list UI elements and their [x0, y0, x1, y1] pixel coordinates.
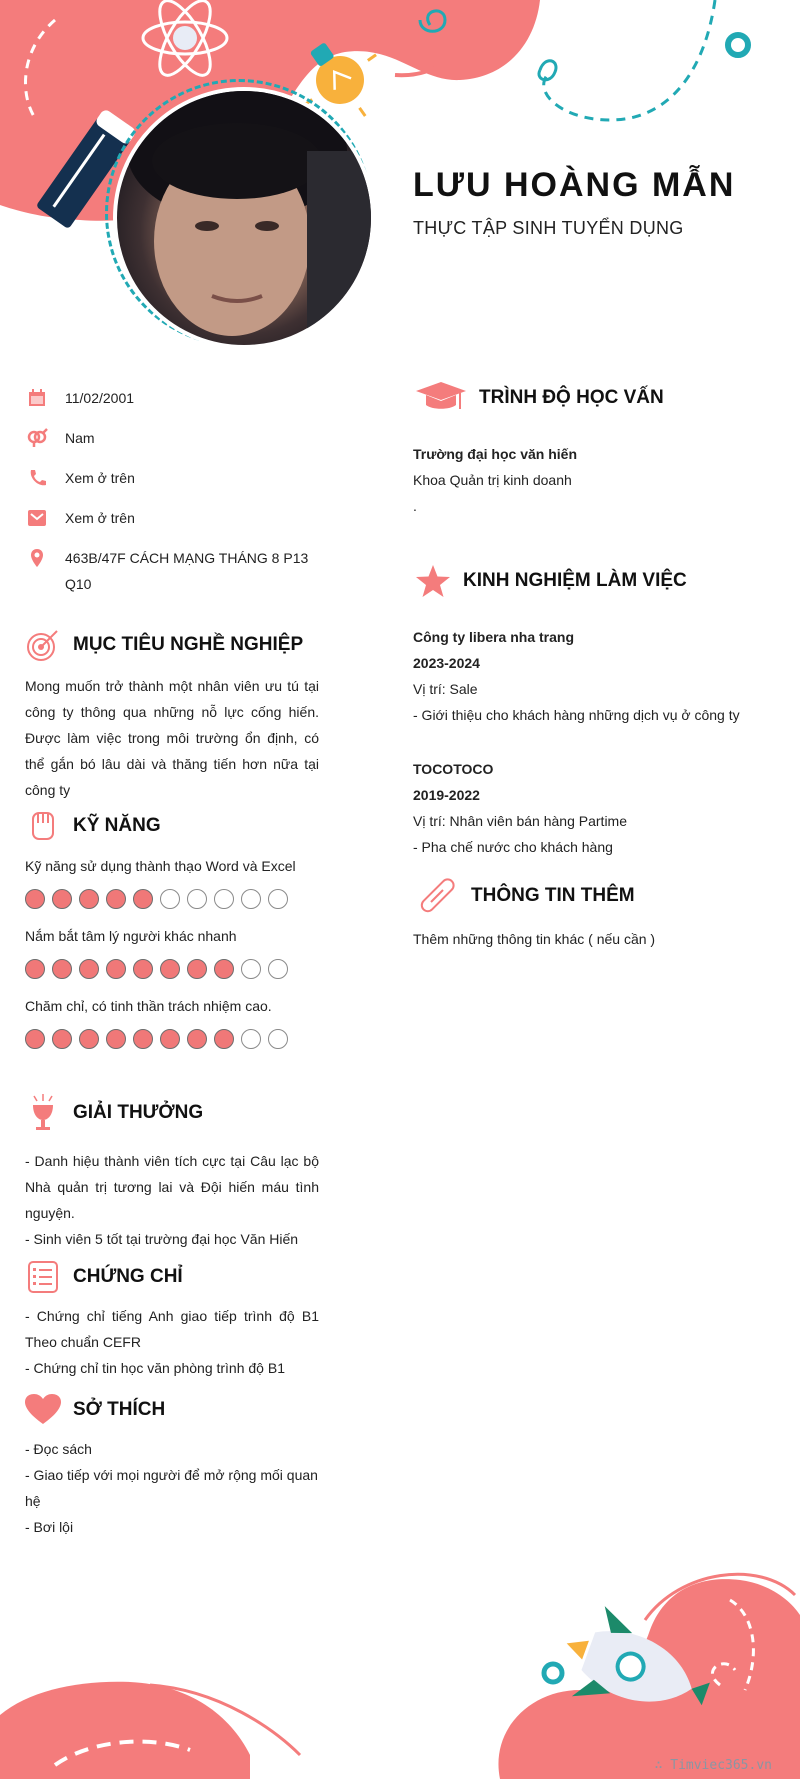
job-entry: [413, 624, 773, 728]
extra-info-text: Thêm những thông tin khác ( nếu cần ): [413, 931, 656, 947]
contact-text: 11/02/2001: [65, 390, 135, 406]
contact-item-phone: [25, 465, 325, 491]
rating-dot-empty: [241, 889, 261, 909]
hobbies-text: [25, 1436, 319, 1540]
rating-dot-empty: [187, 889, 207, 909]
rating-dot-filled: [214, 1029, 234, 1049]
section-title: GIẢI THƯỞNG: [73, 1102, 204, 1123]
skill-item: [25, 923, 325, 979]
rating-dot-filled: [187, 1029, 207, 1049]
rating-dot-filled: [160, 1029, 180, 1049]
hobby-line: - Giao tiếp với mọi người để mở rộng mối quan hệ: [25, 1467, 318, 1509]
rating-dot-empty: [268, 959, 288, 979]
rating-dot-filled: [79, 959, 99, 979]
dashed-swirl-right: [544, 0, 715, 120]
job-entry: [413, 756, 773, 860]
rating-dot-filled: [25, 889, 45, 909]
section-title: MỤC TIÊU NGHỀ NGHIỆP: [73, 634, 304, 655]
objective-header: [23, 625, 303, 665]
calendar-icon: [25, 386, 49, 410]
awards-text: [25, 1148, 319, 1252]
award-line: - Danh hiệu thành viên tích cực tại Câu lạc bộ Nhà quản trị tương lai và Đội hiến máu tình nguyện.: [25, 1153, 319, 1221]
contact-item-gender: [25, 425, 325, 451]
job-company: Công ty libera nha trang: [413, 629, 575, 645]
contact-text: Xem ở trên: [65, 510, 135, 526]
watermark: ∴ Timviec365.vn: [654, 1758, 772, 1773]
section-title: KỸ NĂNG: [73, 815, 161, 836]
skill-rating: [25, 889, 325, 909]
candidate-role: THỰC TẬP SINH TUYỂN DỤNG: [413, 218, 684, 238]
rating-dot-filled: [52, 1029, 72, 1049]
award-line: - Sinh viên 5 tốt tại trường đại học Văn Hiến: [25, 1231, 299, 1247]
rating-dot-empty: [214, 889, 234, 909]
education-text: [413, 441, 753, 519]
rating-dot-filled: [133, 959, 153, 979]
section-title: THÔNG TIN THÊM: [471, 885, 635, 906]
job-position: Vị trí: Nhân viên bán hàng Partime: [413, 813, 628, 829]
contact-item-address: [25, 545, 325, 597]
job-period: 2023-2024: [413, 655, 480, 671]
rating-dot-filled: [214, 959, 234, 979]
trophy-icon: [23, 1093, 63, 1133]
certificate-line: - Chứng chỉ tin học văn phòng trình độ B1: [25, 1360, 285, 1376]
email-icon: [25, 506, 49, 530]
experience-list: [413, 624, 773, 860]
experience-header: [413, 561, 687, 601]
rating-dot-filled: [133, 889, 153, 909]
skill-rating: [25, 1029, 325, 1049]
contact-text: 463B/47F CÁCH MẠNG THÁNG 8 P13 Q10: [65, 550, 309, 592]
avatar: [113, 87, 375, 349]
job-detail: - Giới thiệu cho khách hàng những dịch vụ ở công ty: [413, 707, 740, 723]
paperclip-icon: [413, 876, 461, 916]
school-name: Trường đại học văn hiến: [413, 446, 578, 462]
avatar-photo: [117, 91, 371, 345]
rating-dot-filled: [25, 959, 45, 979]
awards-header: [23, 1093, 203, 1133]
hobby-line: - Đọc sách: [25, 1441, 92, 1457]
location-icon: [25, 546, 49, 570]
education-note: .: [413, 498, 417, 514]
rating-dot-filled: [52, 889, 72, 909]
rating-dot-empty: [241, 1029, 261, 1049]
contact-item-birthday: [25, 385, 325, 411]
rating-dot-empty: [268, 889, 288, 909]
rating-dot-filled: [133, 1029, 153, 1049]
faculty-name: Khoa Quản trị kinh doanh: [413, 472, 572, 488]
contact-item-email: [25, 505, 325, 531]
section-title: TRÌNH ĐỘ HỌC VẤN: [479, 387, 664, 408]
gender-icon: [25, 426, 49, 450]
contact-text: Nam: [65, 430, 95, 446]
rating-dot-filled: [106, 959, 126, 979]
rating-dot-filled: [79, 889, 99, 909]
rating-dot-filled: [52, 959, 72, 979]
star-icon: [413, 561, 453, 601]
teal-loop-2: [539, 61, 556, 80]
checklist-icon: [23, 1257, 63, 1297]
graduation-cap-icon: [413, 378, 469, 418]
skill-label: Kỹ năng sử dụng thành thạo Word và Excel: [25, 858, 296, 874]
job-period: 2019-2022: [413, 787, 480, 803]
rating-dot-filled: [106, 1029, 126, 1049]
job-detail: - Pha chế nước cho khách hàng: [413, 839, 613, 855]
certificates-text: [25, 1303, 319, 1381]
certificate-line: - Chứng chỉ tiếng Anh giao tiếp trình độ B1 Theo chuẩn CEFR: [25, 1308, 319, 1350]
footer-blob-left: [0, 1682, 250, 1779]
rating-dot-filled: [25, 1029, 45, 1049]
skill-label: Chăm chỉ, có tinh thần trách nhiệm cao.: [25, 998, 272, 1014]
skill-item: [25, 853, 325, 909]
teal-ring-footer-icon: [544, 1664, 562, 1682]
skill-item: [25, 993, 325, 1049]
contact-text: Xem ở trên: [65, 470, 135, 486]
skill-label: Nắm bắt tâm lý người khác nhanh: [25, 928, 237, 944]
section-title: CHỨNG CHỈ: [73, 1266, 183, 1287]
rating-dot-filled: [79, 1029, 99, 1049]
rating-dot-empty: [241, 959, 261, 979]
rating-dot-filled: [160, 959, 180, 979]
rating-dot-empty: [268, 1029, 288, 1049]
extra-info-header: [413, 876, 635, 916]
job-position: Vị trí: Sale: [413, 681, 478, 697]
hobbies-header: [23, 1390, 165, 1430]
skills-header: [23, 806, 161, 846]
fist-icon: [23, 806, 63, 846]
education-header: [413, 378, 664, 418]
contact-list: [25, 385, 325, 611]
hobby-line: - Bơi lội: [25, 1519, 74, 1535]
section-title: SỞ THÍCH: [73, 1399, 166, 1420]
target-icon: [23, 625, 63, 665]
footer-decoration: [0, 1540, 800, 1779]
teal-ring-icon: [728, 35, 748, 55]
rating-dot-filled: [106, 889, 126, 909]
certificates-header: [23, 1257, 183, 1297]
rating-dot-filled: [187, 959, 207, 979]
job-company: TOCOTOCO: [413, 761, 494, 777]
section-title: KINH NGHIỆM LÀM VIỆC: [463, 570, 687, 591]
skill-rating: [25, 959, 325, 979]
heart-icon: [23, 1390, 63, 1430]
candidate-name: LƯU HOÀNG MẪN: [413, 166, 736, 204]
objective-text: Mong muốn trở thành một nhân viên ưu tú tại công ty thông qua những nỗ lực cống hiến. Được làm việc trong môi trường ổn định, có thể gắn bó lâu dài và thăng tiến hơn nữa tại công ty: [25, 678, 319, 798]
skills-list: [25, 853, 325, 1063]
rating-dot-empty: [160, 889, 180, 909]
phone-icon: [25, 466, 49, 490]
